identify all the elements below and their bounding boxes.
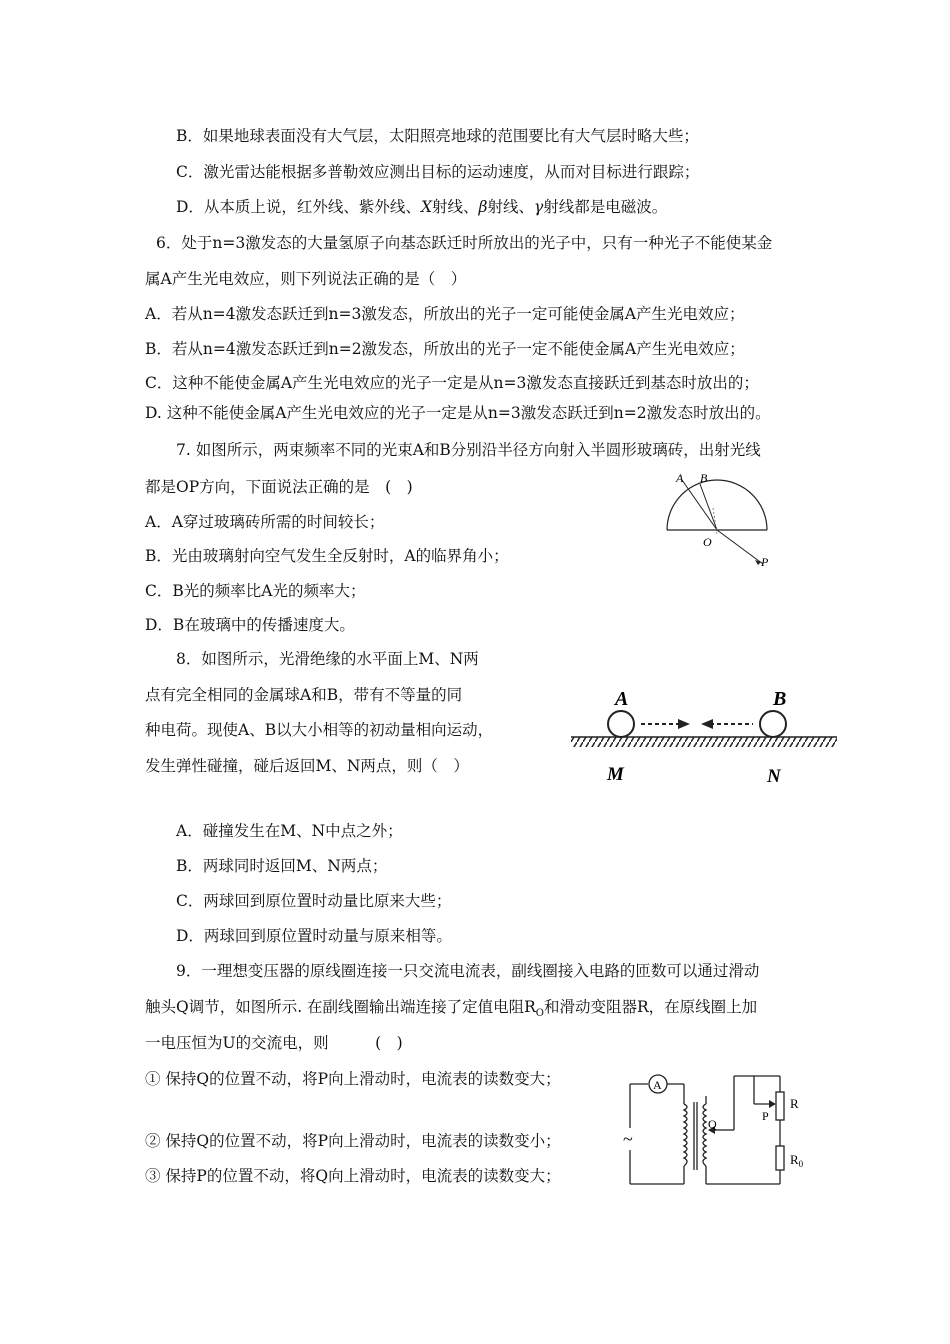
slider-q-label: Q <box>708 1117 717 1131</box>
gamma-symbol: γ <box>533 198 544 216</box>
q6-stem-line2: 属A产生光电效应，则下列说法正确的是（ ） <box>145 270 467 288</box>
glass-semicircle-figure <box>655 468 785 578</box>
fig7-label-p: P <box>761 555 769 569</box>
q9-stem-line3: 一电压恒为U的交流电，则 ( ) <box>145 1034 403 1052</box>
slider-p-label: P <box>762 1109 769 1123</box>
beta-symbol: β <box>478 198 488 216</box>
x-symbol: X <box>420 198 432 216</box>
fig7-label-b: B <box>700 471 708 485</box>
q9-statement-1: ① 保持Q的位置不动，将P向上滑动时，电流表的读数变大； <box>145 1070 561 1088</box>
resistor-r0-label <box>790 1152 804 1169</box>
q7-option-b: B．光由玻璃射向空气发生全反射时，A的临界角小； <box>145 547 509 565</box>
q5-option-d-pre: D．从本质上说，红外线、紫外线、 <box>176 198 421 216</box>
q8-option-d: D．两球回到原位置时动量与原来相等。 <box>176 927 452 945</box>
q5-option-d-post: 射线都是电磁波。 <box>543 198 668 216</box>
q9-stem-line1: 9．一理想变压器的原线圈连接一只交流电流表，副线圈接入电路的匝数可以通过滑动 <box>176 962 760 980</box>
q9-statement-2: ② 保持Q的位置不动，将P向上滑动时，电流表的读数变小； <box>145 1132 561 1150</box>
q9-statement-3: ③ 保持P的位置不动，将Q向上滑动时，电流表的读数变大； <box>145 1167 561 1185</box>
resistor-r-label: R <box>790 1096 799 1111</box>
q5-option-d-mid2: 射线、 <box>487 198 534 216</box>
q9-stem-line2 <box>145 996 757 1025</box>
q8-option-c: C．两球回到原位置时动量比原来大些； <box>176 892 452 910</box>
ac-source-symbol: ~ <box>623 1129 633 1149</box>
resistor-r0-letter: R <box>790 1152 799 1167</box>
q5-option-d-mid1: 射线、 <box>431 198 479 216</box>
q6-option-b: B．若从n=4激发态跃迁到n=2激发态，所放出的光子一定不能使金属A产生光电效应； <box>145 340 745 358</box>
q8-stem-line2: 点有完全相同的金属球A和B，带有不等量的同 <box>145 686 463 704</box>
q8-option-b: B．两球同时返回M、N两点； <box>176 857 388 875</box>
fig7-label-a: A <box>676 471 684 485</box>
fig8-label-n: N <box>767 766 781 787</box>
ammeter-label: A <box>653 1078 662 1092</box>
q6-option-a: A．若从n=4激发态跃迁到n=3激发态，所放出的光子一定可能使金属A产生光电效应； <box>145 305 745 323</box>
q9-stem-line2-pre: 触头Q调节，如图所示. 在副线圈输出端连接了定值电阻R <box>145 998 536 1016</box>
q7-option-d: D．B在玻璃中的传播速度大。 <box>145 616 355 634</box>
q7-option-c: C．B光的频率比A光的频率大； <box>145 582 366 600</box>
q7-option-a: A．A穿过玻璃砖所需的时间较长； <box>145 513 385 531</box>
q8-stem-line3: 种电荷。现使A、B以大小相等的初动量相向运动， <box>145 721 494 739</box>
fig8-label-a: A <box>615 688 629 710</box>
q8-stem-line4: 发生弹性碰撞，碰后返回M、N两点，则（ ） <box>145 757 469 775</box>
fig8-label-m: M <box>607 764 624 785</box>
transformer-circuit-figure <box>622 1068 812 1193</box>
q8-stem-line1: 8．如图所示，光滑绝缘的水平面上M、N两 <box>176 650 479 668</box>
resistor-r0-subscript: 0 <box>798 1159 804 1169</box>
q6-stem-line1: 6．处于n=3激发态的大量氢原子向基态跃迁时所放出的光子中，只有一种光子不能使某金 <box>156 234 773 252</box>
q5-option-c: C．激光雷达能根据多普勒效应测出目标的运动速度，从而对目标进行跟踪； <box>176 163 700 181</box>
fig8-label-b: B <box>773 688 787 710</box>
fig7-label-o: O <box>703 535 712 549</box>
q7-stem-line1: 7. 如图所示，两束频率不同的光束A和B分别沿半径方向射入半圆形玻璃砖，出射光线 <box>176 441 761 459</box>
r0-subscript: O <box>535 1008 544 1020</box>
q5-option-b: B．如果地球表面没有大气层，太阳照亮地球的范围要比有大气层时略大些； <box>176 127 699 145</box>
collision-figure <box>565 682 840 787</box>
q6-option-c: C．这种不能使金属A产生光电效应的光子一定是从n=3激发态直接跃迁到基态时放出的； <box>145 374 759 392</box>
q8-option-a: A．碰撞发生在M、N中点之外； <box>176 822 403 840</box>
q5-option-d <box>176 196 667 218</box>
q6-option-d: D. 这种不能使金属A产生光电效应的光子一定是从n=3激发态跃迁到n=2激发态时放出的。 <box>145 404 771 422</box>
q9-stem-line2-post: 和滑动变阻器R，在原线圈上加 <box>543 998 758 1016</box>
q7-stem-line2: 都是OP方向，下面说法正确的是 ( ) <box>145 478 413 496</box>
